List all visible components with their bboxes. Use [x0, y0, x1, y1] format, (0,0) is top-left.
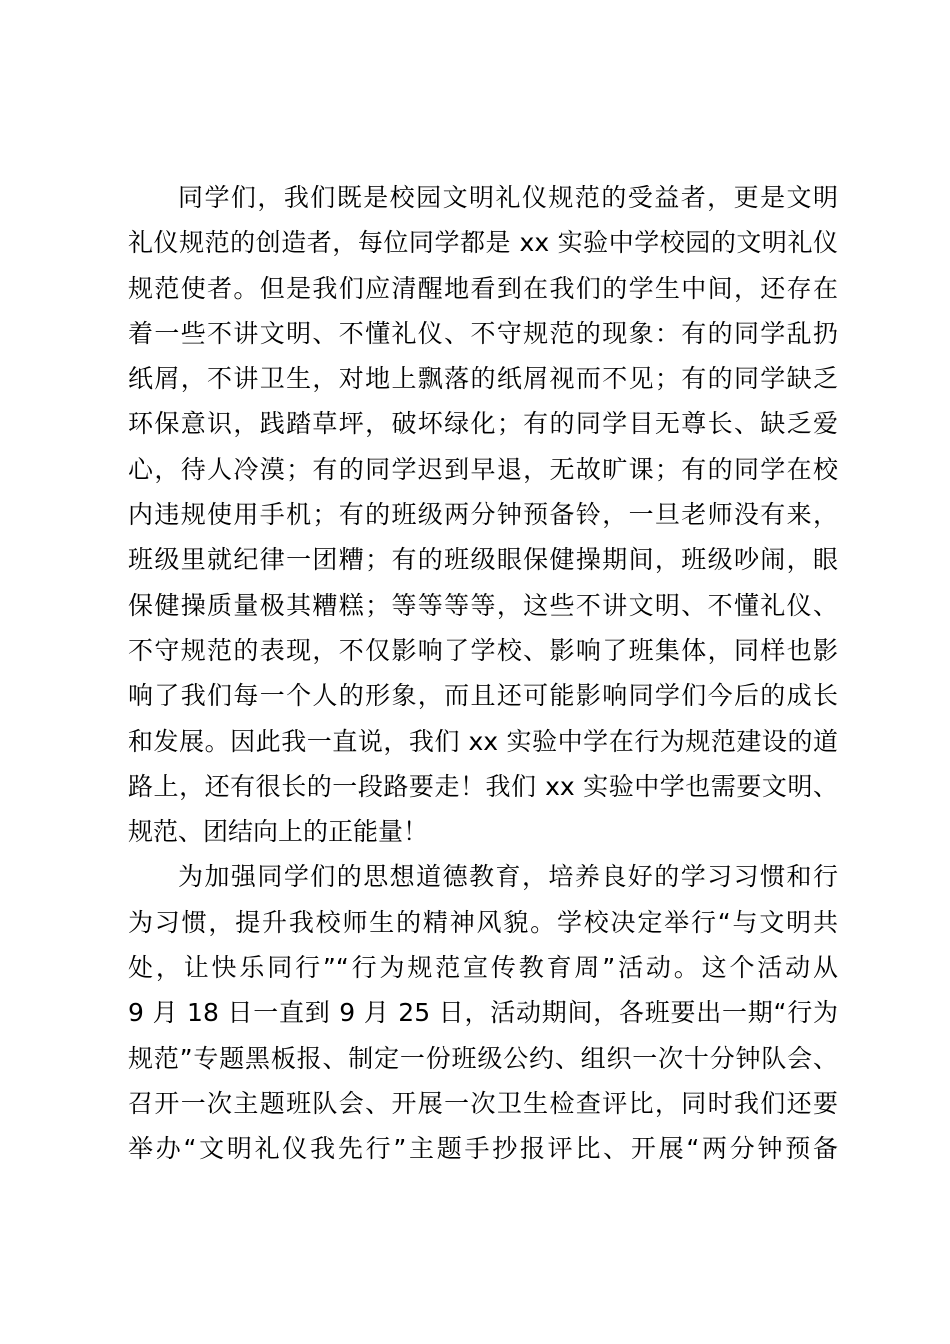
paragraph-1-line-5: 纸屑，不讲卫生，对地上飘落的纸屑视而不见；有的同学缺乏	[128, 364, 838, 394]
paragraph-2-line-1: 为加强同学们的思想道德教育，培养良好的学习习惯和行	[178, 862, 838, 892]
paragraph-1-line-14: 路上，还有很长的一段路要走！我们 xx 实验中学也需要文明、	[128, 771, 838, 801]
paragraph-1-line-9: 班级里就纪律一团糟；有的班级眼保健操期间，班级吵闹，眼	[128, 545, 838, 575]
paragraph-1-line-8: 内违规使用手机；有的班级两分钟预备铃，一旦老师没有来，	[128, 500, 838, 530]
paragraph-2-line-3: 处，让快乐同行”“行为规范宣传教育周”活动。这个活动从	[128, 953, 838, 983]
paragraph-2-line-2: 为习惯，提升我校师生的精神风貌。学校决定举行“与文明共	[128, 907, 838, 937]
paragraph-1-line-7: 心，待人冷漠；有的同学迟到早退，无故旷课；有的同学在校	[128, 454, 838, 484]
paragraph-1-line-13: 和发展。因此我一直说，我们 xx 实验中学在行为规范建设的道	[128, 726, 838, 756]
paragraph-1-line-11: 不守规范的表现，不仅影响了学校、影响了班集体，同样也影	[128, 635, 838, 665]
paragraph-1-line-10: 保健操质量极其糟糕；等等等等，这些不讲文明、不懂礼仪、	[128, 590, 838, 620]
paragraph-2-line-6: 召开一次主题班队会、开展一次卫生检查评比，同时我们还要	[128, 1088, 838, 1118]
paragraph-1-line-1: 同学们，我们既是校园文明礼仪规范的受益者，更是文明	[178, 183, 838, 212]
paragraph-2-line-7: 举办“文明礼仪我先行”主题手抄报评比、开展“两分钟预备	[128, 1134, 838, 1164]
paragraph-1-line-2: 礼仪规范的创造者，每位同学都是 xx 实验中学校园的文明礼仪	[128, 228, 838, 258]
paragraph-2-line-4: 9 月 18 日一直到 9 月 25 日，活动期间，各班要出一期“行为	[128, 998, 838, 1028]
paragraph-1-line-6: 环保意识，践踏草坪，破坏绿化；有的同学目无尊长、缺乏爱	[128, 409, 838, 439]
paragraph-1-line-12: 响了我们每一个人的形象，而且还可能影响同学们今后的成长	[128, 681, 838, 711]
paragraph-2-line-5: 规范”专题黑板报、制定一份班级公约、组织一次十分钟队会、	[128, 1043, 838, 1073]
paragraph-1-line-15: 规范、团结向上的正能量！	[128, 817, 429, 847]
paragraph-1-line-3: 规范使者。但是我们应清醒地看到在我们的学生中间，还存在	[128, 273, 838, 303]
paragraph-1-line-4: 着一些不讲文明、不懂礼仪、不守规范的现象：有的同学乱扔	[128, 318, 838, 348]
body-text	[128, 175, 838, 1172]
